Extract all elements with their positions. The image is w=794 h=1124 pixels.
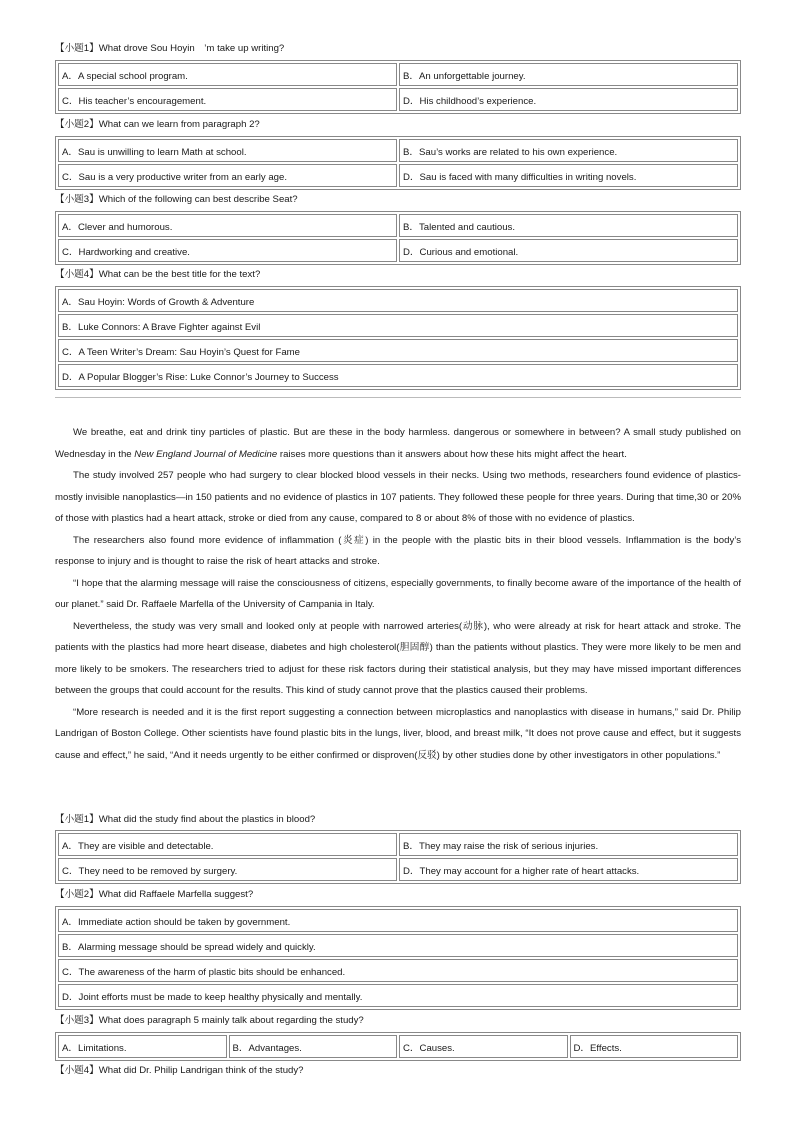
paragraph-6: “More research is needed and it is the first report suggesting a connection between microplastics and nanoplastics with disease in humans,” said Dr. Philip Landrigan of Boston College. Other scientists have found plastic bits in the lungs, liver, blood, and breast milk, “It does not prove cause and effect, but it suggests cause and effect,” he said, “And it needs urgently to be either confirmed or disproven(反驳) by other studies done by other investigators in other populations.” — [55, 706, 741, 761]
option-a[interactable]: A．Immediate action should be taken by government. — [58, 909, 738, 932]
options-table — [55, 830, 741, 884]
option-b[interactable]: B．They may raise the risk of serious injuries. — [399, 833, 738, 856]
question-stem: 【小题4】What did Dr. Philip Landrigan think of the study? — [55, 1065, 304, 1076]
journal-title: New England Journal of Medicine — [134, 448, 278, 460]
option-b[interactable]: B．Advantages. — [229, 1035, 398, 1058]
option-d[interactable]: D．They may account for a higher rate of heart attacks. — [399, 858, 738, 881]
option-d[interactable]: D．Curious and emotional. — [399, 239, 738, 262]
paragraph-3: The researchers also found more evidence of inflammation (炎症) in the people with the plastic bits in their blood vessels. Inflammation is the body’s response to injury and is thought to raise the risk of heart attacks and stroke. — [55, 534, 741, 567]
option-a[interactable]: A．Limitations. — [58, 1035, 227, 1058]
question-stem: 【小题2】What can we learn from paragraph 2? — [55, 119, 260, 130]
question-stem: 【小题1】What drove Sou Hoyin ’m take up writing? — [55, 43, 285, 54]
options-table — [55, 60, 741, 114]
question-stem: 【小题1】What did the study find about the plastics in blood? — [55, 814, 316, 825]
options-table — [55, 211, 741, 265]
paragraph-2: The study involved 257 people who had surgery to clear blocked blood vessels in their necks. Using two methods, researchers found evidence of plastics-mostly invisible nanoplastics—in 150 patients and no evidence of plastics in 107 patients. They followed these people for three years. During that time,30 or 20% of those with plastics had a heart attack, stroke or died from any cause, compared to 8 or about 8% of those with no evidence of plastics. — [55, 470, 741, 524]
reading-passage — [55, 422, 741, 766]
option-b[interactable]: B．An unforgettable journey. — [399, 63, 738, 86]
option-b[interactable]: B．Talented and cautious. — [399, 214, 738, 237]
option-a[interactable]: A．Clever and humorous. — [58, 214, 397, 237]
option-c[interactable]: C．Sau is a very productive writer from an early age. — [58, 164, 397, 187]
section-divider — [55, 397, 741, 398]
question-stem: 【小题2】What did Raffaele Marfella suggest? — [55, 889, 254, 900]
option-c[interactable]: C．A Teen Writer’s Dream: Sau Hoyin’s Quest for Fame — [58, 339, 738, 362]
options-table — [55, 136, 741, 190]
question-stem: 【小题4】What can be the best title for the text? — [55, 269, 261, 280]
option-d[interactable]: D．Joint efforts must be made to keep healthy physically and mentally. — [58, 984, 738, 1007]
options-table — [55, 286, 741, 390]
option-b[interactable]: B．Sau’s works are related to his own experience. — [399, 139, 738, 162]
option-c[interactable]: C．Causes. — [399, 1035, 568, 1058]
paragraph-5: Nevertheless, the study was very small and looked only at people with narrowed arteries(动脉), who were already at risk for heart attack and stroke. The patients with the plastics had more heart disease, diabetes and high cholesterol(胆固醇) than the patients without plastics. They were more likely to be men and more likely to be smokers. The researchers tried to adjust for these risk factors during their statistical analysis, but they may have missed important differences between the groups that could account for the results. This kind of study cannot prove that the plastics caused their problems. — [55, 620, 741, 696]
option-b[interactable]: B．Luke Connors: A Brave Fighter against Evil — [58, 314, 738, 337]
option-c[interactable]: C．They need to be removed by surgery. — [58, 858, 397, 881]
options-table — [55, 1032, 741, 1061]
option-d[interactable]: D．A Popular Blogger’s Rise: Luke Connor’s Journey to Success — [58, 364, 738, 387]
question-stem: 【小题3】Which of the following can best describe Seat? — [55, 194, 298, 205]
option-c[interactable]: C．His teacher’s encouragement. — [58, 88, 397, 111]
option-b[interactable]: B．Alarming message should be spread widely and quickly. — [58, 934, 738, 957]
paragraph-1: We breathe, eat and drink tiny particles of plastic. But are these in the body harmless. dangerous or somewhere in between? A small study published on Wednesday in the New England Journal of Medicine raises more questions than it answers about how these hits might affect the heart. — [55, 427, 741, 460]
option-c[interactable]: C．The awareness of the harm of plastic bits should be enhanced. — [58, 959, 738, 982]
option-d[interactable]: D．Sau is faced with many difficulties in writing novels. — [399, 164, 738, 187]
options-table — [55, 906, 741, 1010]
option-c[interactable]: C．Hardworking and creative. — [58, 239, 397, 262]
option-a[interactable]: A．Sau Hoyin: Words of Growth & Adventure — [58, 289, 738, 312]
option-a[interactable]: A．Sau is unwilling to learn Math at school. — [58, 139, 397, 162]
paragraph-4: “I hope that the alarming message will raise the consciousness of citizens, especially governments, to finally become aware of the importance of the health of our planet.” said Dr. Raffaele Marfella of the University of Campania in Italy. — [55, 577, 741, 610]
option-a[interactable]: A．They are visible and detectable. — [58, 833, 397, 856]
question-stem: 【小题3】What does paragraph 5 mainly talk about regarding the study? — [55, 1015, 364, 1026]
option-a[interactable]: A．A special school program. — [58, 63, 397, 86]
option-d[interactable]: D．His childhood’s experience. — [399, 88, 738, 111]
option-d[interactable]: D．Effects. — [570, 1035, 739, 1058]
